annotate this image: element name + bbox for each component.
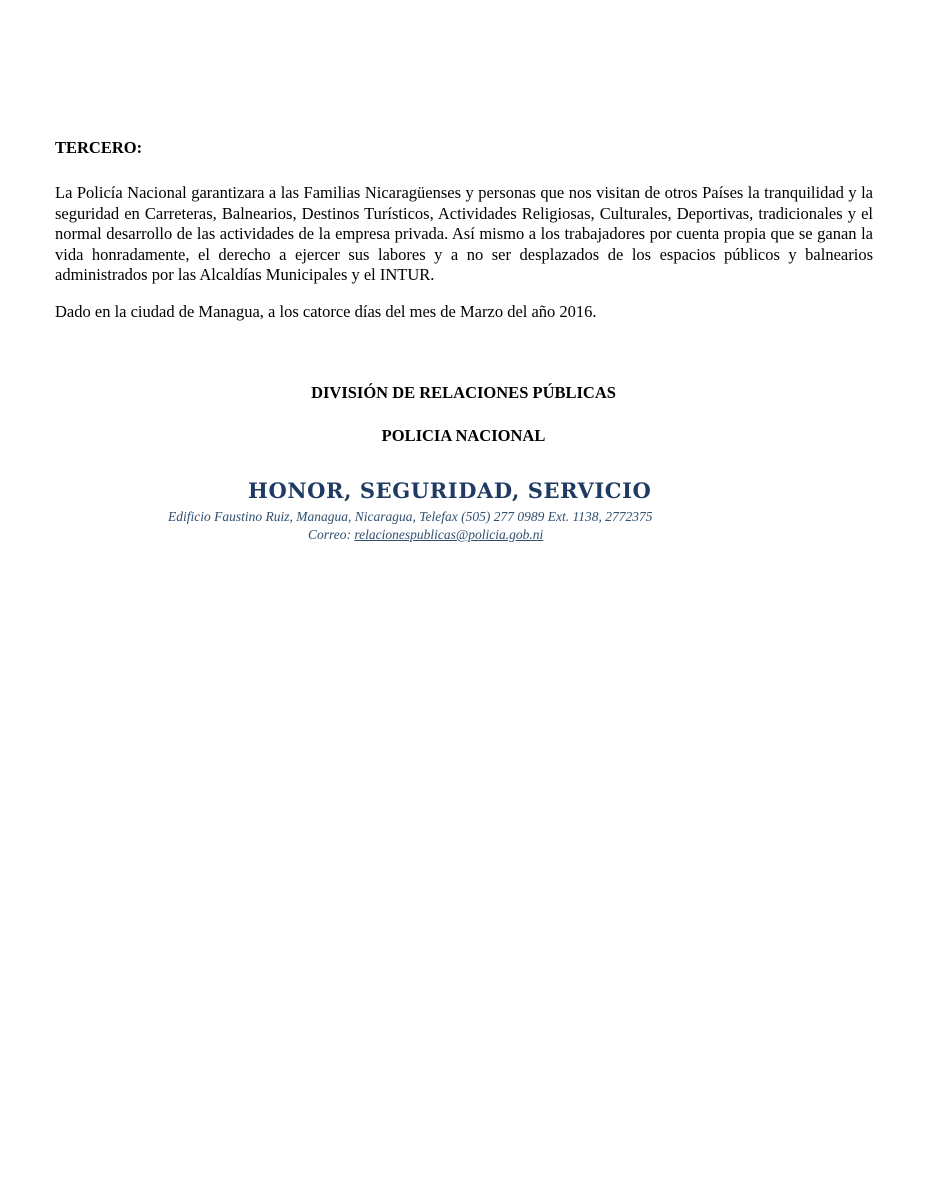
date-line: Dado en la ciudad de Managua, a los catorce días del mes de Marzo del año 2016.	[55, 302, 597, 321]
division-title: DIVISIÓN DE RELACIONES PÚBLICAS	[311, 383, 616, 402]
email-link[interactable]: relacionespublicas@policia.gob.ni	[354, 527, 544, 542]
section-heading: TERCERO:	[55, 138, 143, 157]
motto: HONOR, SEGURIDAD, SERVICIO	[248, 478, 652, 503]
body-paragraph: La Policía Nacional garantizara a las Familias Nicaragüenses y personas que nos visitan de otros Países la tranquilidad y la seguridad en Carreteras, Balnearios, Destinos Turísticos, Actividades Religiosas, Culturales, Deportivas, tradicionales y el normal desarrollo de las actividades de la empresa privada. Así mismo a los trabajadores por cuenta propia que se ganan la vida honradamente, el derecho a ejercer sus labores y a no ser desplazados de los espacios públicos y balnearios administrados por las Alcaldías Municipales y el INTUR.	[55, 183, 873, 284]
email-line	[308, 527, 543, 543]
email-label: Correo:	[308, 527, 351, 542]
organization-title: POLICIA NACIONAL	[381, 426, 546, 445]
address-line: Edificio Faustino Ruiz, Managua, Nicaragua, Telefax (505) 277 0989 Ext. 1138, 2772375	[168, 509, 653, 524]
letterhead-footer	[160, 474, 780, 554]
